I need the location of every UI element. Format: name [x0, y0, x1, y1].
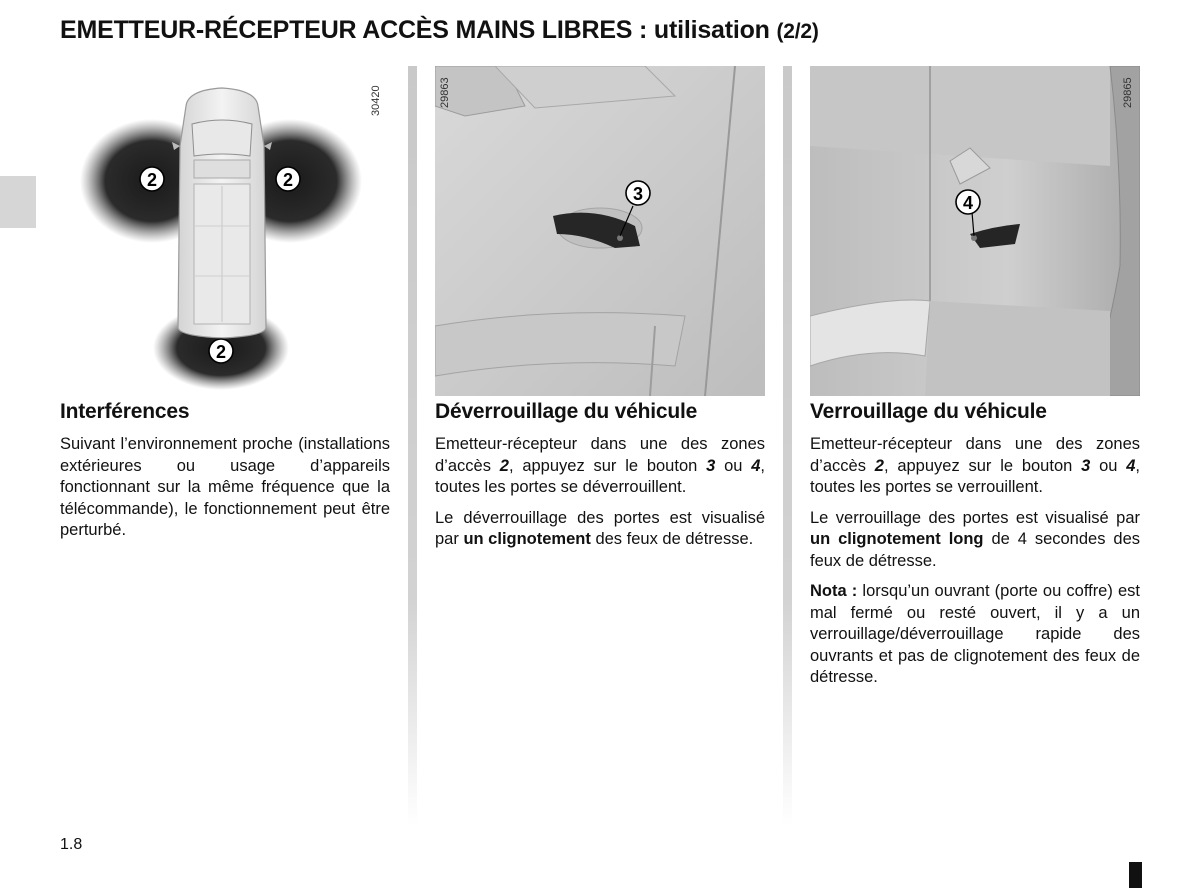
roof-front [194, 160, 250, 178]
callout-3 [626, 181, 650, 205]
callout-2-right-label: 2 [282, 170, 294, 190]
paragraph: Emetteur-récepteur dans une des zones d’accès 2, appuyez sur le bouton 3 ou 4, toutes les portes se verrouillent. [810, 435, 1140, 496]
callout-2-left-label: 2 [146, 170, 158, 190]
page-number: 1.8 [60, 836, 83, 853]
callout-2-left [140, 167, 164, 191]
section-verrouillage [810, 400, 1140, 698]
callout-2-rear [209, 339, 233, 363]
title-main: EMETTEUR-RÉCEPTEUR ACCÈS MAINS LIBRES : utilisation [60, 16, 770, 44]
front-door-illustration [435, 66, 765, 396]
rear-door-illustration [810, 66, 1140, 396]
figure-ref-number: 29863 [439, 77, 451, 108]
figure-ref-number: 30420 [370, 85, 382, 116]
windshield [192, 120, 252, 156]
section-interferences [60, 400, 390, 551]
nota-paragraph: Nota : lorsqu’un ouvrant (porte ou coffre) est mal fermé ou resté ouvert, il y a un verrouillage/déverrouillage rapide des ouvrants et pas de clignotement des feux de détresse. [810, 582, 1140, 686]
section-deverrouillage [435, 400, 765, 560]
callout-2-right [276, 167, 300, 191]
figure-rear-door-handle [810, 66, 1140, 396]
paragraph: Le déverrouillage des portes est visualisé par un clignotement des feux de détresse. [435, 508, 765, 548]
column-divider-1 [408, 66, 417, 826]
chapter-tab [0, 176, 36, 228]
page-title [60, 16, 819, 45]
section-heading: Déverrouillage du véhicule [435, 400, 698, 423]
callout-3-label: 3 [632, 184, 644, 204]
section-heading: Verrouillage du véhicule [810, 400, 1047, 423]
callout-4-label: 4 [962, 193, 974, 213]
column-divider-2 [783, 66, 792, 826]
van-top-view-illustration [60, 66, 390, 396]
paragraph: Emetteur-récepteur dans une des zones d’accès 2, appuyez sur le bouton 3 ou 4, toutes les portes se déverrouillent. [435, 435, 765, 496]
callout-4 [956, 190, 980, 214]
figure-access-zones [60, 66, 390, 396]
title-page-indicator: (2/2) [776, 20, 819, 43]
figure-ref-number: 29865 [1122, 77, 1134, 108]
page-edge-mark [1129, 862, 1142, 888]
paragraph: Suivant l’environnement proche (installations extérieures ou usage d’appareils fonctionnant sur la même fréquence que la télécommande), le fonctionnement peut être perturbé. [60, 435, 390, 539]
paragraph: Le verrouillage des portes est visualisé par un clignotement long de 4 secondes des feux de détresse. [810, 508, 1140, 570]
figure-front-door-handle [435, 66, 765, 396]
callout-2-rear-label: 2 [215, 342, 227, 362]
section-heading: Interférences [60, 400, 190, 423]
